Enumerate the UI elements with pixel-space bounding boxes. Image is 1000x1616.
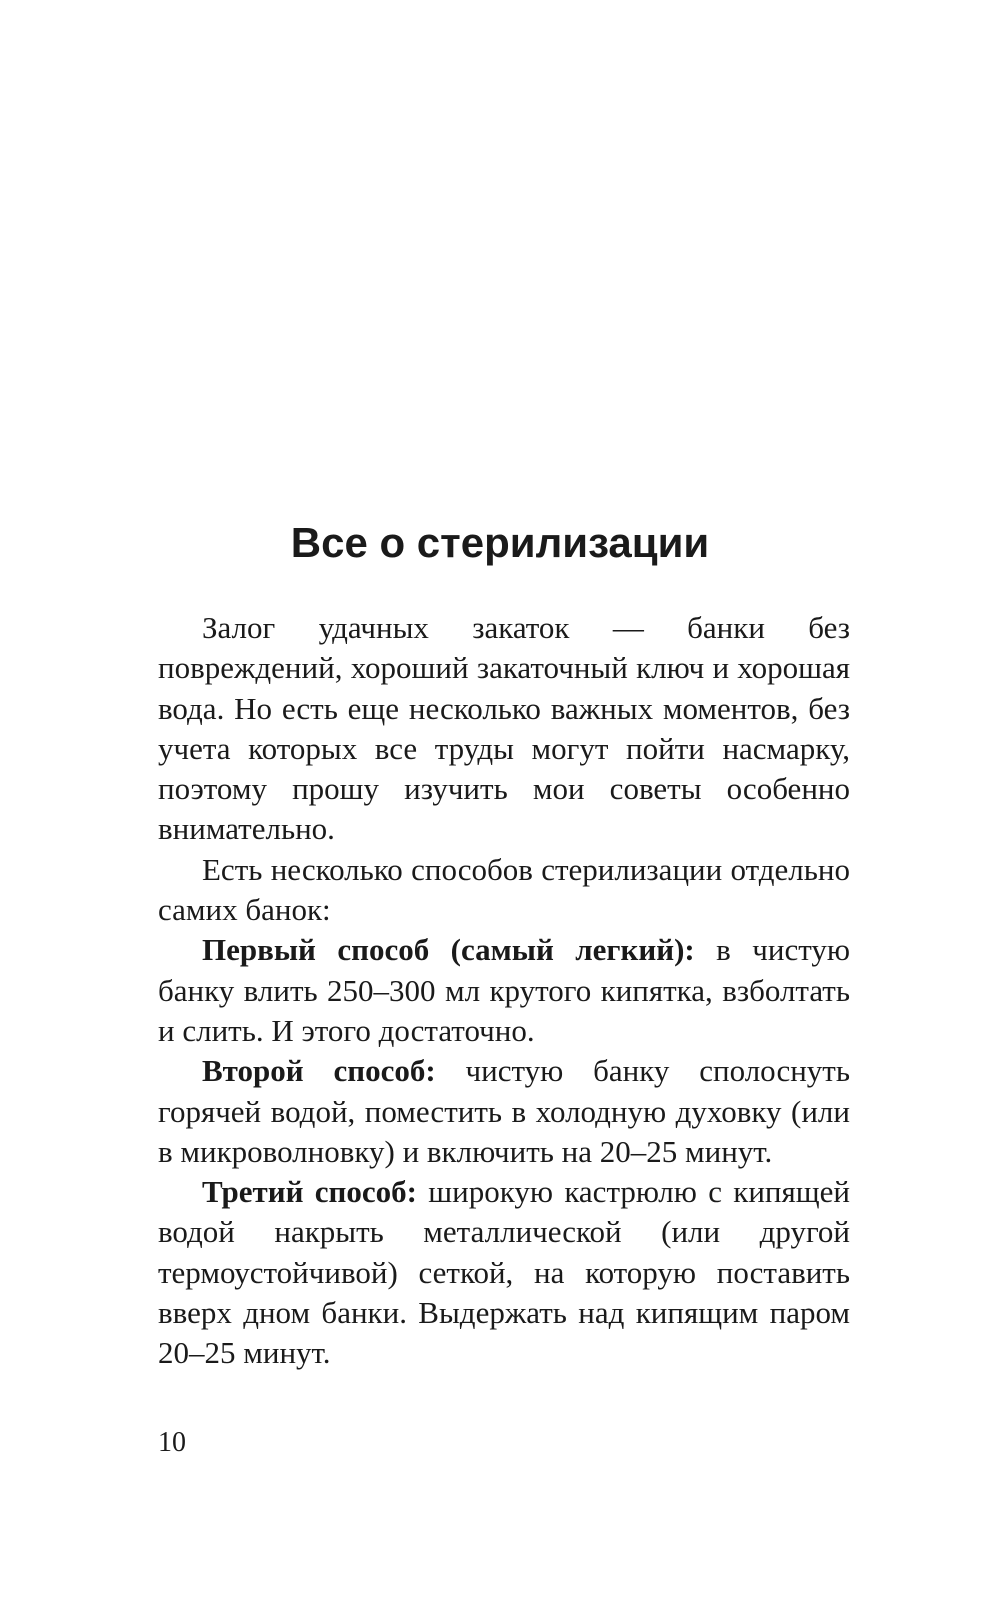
paragraph-2 [158,850,850,931]
paragraph-1 [158,608,850,850]
section-title: Все о стерилизации [290,519,710,566]
paragraph-text: Есть несколько способов стерилизации отдельно самих банок: [158,851,850,928]
method-heading: Первый способ (самый легкий): [202,932,695,968]
paragraph-text: в чистую банку влить 250–300 мл крутого кипятка, взболтать и слить. И этого достаточно. [158,932,850,1048]
paragraph-first-method [158,930,850,1051]
paragraph-second-method [158,1051,850,1172]
paragraph-text: Залог удачных закаток — банки без повреждений, хороший закаточный ключ и хорошая вода. Но есть еще несколько важных моментов, без учета которых все труды могут пойти насмарку, поэтому прошу изучить мои советы особенно внимательно. [158,610,850,847]
body-text [158,608,850,1374]
method-heading: Третий способ: [202,1174,417,1210]
paragraph-third-method [158,1172,850,1373]
page-number: 10 [158,1427,186,1458]
paragraph-text: широкую кастрюлю с кипящей водой накрыть металлической (или другой термоустойчивой) сеткой, на которую поставить вверх дном банки. Выдержать над кипящим паром 20–25 минут. [158,1174,850,1371]
method-heading: Второй способ: [202,1053,436,1089]
paragraph-text: чистую банку сполоснуть горячей водой, поместить в холодную духовку (или в микроволновку) и включить на 20–25 минут. [158,1053,850,1169]
